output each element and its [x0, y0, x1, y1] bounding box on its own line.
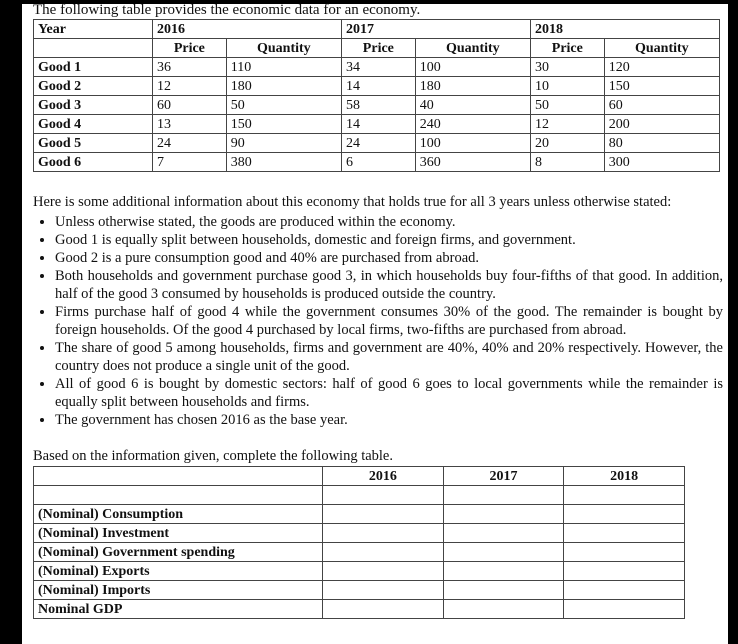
answer-cell [564, 600, 685, 619]
price-header: Price [341, 39, 415, 58]
list-item: • The government has chosen 2016 as the base year. [55, 411, 723, 429]
quantity-cell: 90 [226, 134, 341, 153]
answer-cell [323, 562, 444, 581]
list-item: • Good 2 is a pure consumption good and 40% are purchased from abroad. [55, 249, 723, 267]
quantity-cell: 200 [604, 115, 719, 134]
list-item: • Both households and government purchase good 3, in which households buy four-fifths of that good. In addition, half of the good 3 consumed by households is produced outside the country. [55, 267, 723, 303]
table-row [34, 562, 685, 581]
quantity-cell: 110 [226, 58, 341, 77]
quantity-cell: 80 [604, 134, 719, 153]
quantity-cell: 180 [415, 77, 530, 96]
price-cell: 34 [341, 58, 415, 77]
answer-cell [323, 600, 444, 619]
quantity-cell: 100 [415, 58, 530, 77]
quantity-cell: 380 [226, 153, 341, 172]
price-cell: 24 [341, 134, 415, 153]
gdp-year-header: 2017 [443, 467, 564, 486]
gdp-component-label: (Nominal) Investment [34, 524, 323, 543]
table-row [34, 77, 720, 96]
empty-cell [34, 39, 153, 58]
good-label: Good 6 [34, 153, 153, 172]
table-row [34, 543, 685, 562]
price-cell: 13 [153, 115, 227, 134]
gdp-component-label: (Nominal) Exports [34, 562, 323, 581]
table-row [34, 581, 685, 600]
right-border [728, 0, 738, 644]
assumptions-list [33, 213, 723, 429]
price-header: Price [530, 39, 604, 58]
answer-cell [564, 543, 685, 562]
empty-cell [34, 467, 323, 486]
answer-cell [323, 581, 444, 600]
gdp-table-body [34, 505, 685, 619]
answer-cell [443, 543, 564, 562]
quantity-header: Quantity [604, 39, 719, 58]
answer-cell [564, 562, 685, 581]
good-label: Good 4 [34, 115, 153, 134]
quantity-cell: 150 [226, 115, 341, 134]
price-cell: 6 [341, 153, 415, 172]
table-row [34, 600, 685, 619]
price-cell: 8 [530, 153, 604, 172]
table-row [34, 134, 720, 153]
empty-cell [443, 486, 564, 505]
table-row [34, 96, 720, 115]
quantity-header: Quantity [226, 39, 341, 58]
answer-cell [443, 581, 564, 600]
gdp-component-label: (Nominal) Government spending [34, 543, 323, 562]
price-cell: 20 [530, 134, 604, 153]
price-cell: 12 [530, 115, 604, 134]
table-row [34, 505, 685, 524]
year-header: 2016 [153, 20, 342, 39]
empty-cell [323, 486, 444, 505]
gdp-component-label: (Nominal) Imports [34, 581, 323, 600]
gdp-year-header: 2018 [564, 467, 685, 486]
price-header: Price [153, 39, 227, 58]
answer-cell [323, 543, 444, 562]
answer-cell [323, 505, 444, 524]
quantity-cell: 40 [415, 96, 530, 115]
quantity-cell: 150 [604, 77, 719, 96]
economic-data-table [33, 19, 720, 172]
price-cell: 30 [530, 58, 604, 77]
price-cell: 14 [341, 115, 415, 134]
answer-cell [564, 581, 685, 600]
quantity-cell: 120 [604, 58, 719, 77]
price-cell: 36 [153, 58, 227, 77]
empty-cell [564, 486, 685, 505]
year-header: 2018 [530, 20, 719, 39]
answer-cell [443, 505, 564, 524]
price-cell: 12 [153, 77, 227, 96]
quantity-cell: 100 [415, 134, 530, 153]
price-cell: 14 [341, 77, 415, 96]
document-content [33, 2, 723, 619]
gdp-component-label: (Nominal) Consumption [34, 505, 323, 524]
answer-cell [443, 600, 564, 619]
list-item: • The share of good 5 among households, firms and government are 40%, 40% and 20% respectively. However, the country does not produce a single unit of the good. [55, 339, 723, 375]
gdp-spacer-row [34, 486, 685, 505]
quantity-cell: 360 [415, 153, 530, 172]
list-item: • Good 1 is equally split between households, domestic and foreign firms, and government. [55, 231, 723, 249]
table-row [34, 115, 720, 134]
gdp-component-label: Nominal GDP [34, 600, 323, 619]
quantity-cell: 300 [604, 153, 719, 172]
year-label: Year [34, 20, 153, 39]
quantity-cell: 180 [226, 77, 341, 96]
list-item: • Firms purchase half of good 4 while the government consumes 30% of the good. The remainder is bought by foreign households. Of the good 4 purchased by local firms, two-fifths are purchased from abroad. [55, 303, 723, 339]
table-row [34, 58, 720, 77]
good-label: Good 2 [34, 77, 153, 96]
table-header-measures [34, 39, 720, 58]
gdp-year-header: 2016 [323, 467, 444, 486]
price-cell: 7 [153, 153, 227, 172]
gdp-header-row [34, 467, 685, 486]
price-cell: 60 [153, 96, 227, 115]
quantity-cell: 50 [226, 96, 341, 115]
list-item: • Unless otherwise stated, the goods are produced within the economy. [55, 213, 723, 231]
empty-cell [34, 486, 323, 505]
answer-cell [564, 505, 685, 524]
quantity-header: Quantity [415, 39, 530, 58]
answer-cell [443, 562, 564, 581]
price-cell: 50 [530, 96, 604, 115]
quantity-cell: 240 [415, 115, 530, 134]
table-header-years [34, 20, 720, 39]
price-cell: 58 [341, 96, 415, 115]
price-cell: 24 [153, 134, 227, 153]
list-item: • All of good 6 is bought by domestic sectors: half of good 6 goes to local governments while the remainder is equally split between households and firms. [55, 375, 723, 411]
quantity-cell: 60 [604, 96, 719, 115]
answer-cell [443, 524, 564, 543]
intro-text: The following table provides the economic data for an economy. [33, 2, 421, 18]
good-label: Good 5 [34, 134, 153, 153]
additional-info-text: Here is some additional information about this economy that holds true for all 3 years unless otherwise stated: [33, 194, 672, 210]
task-text: Based on the information given, complete the following table. [33, 448, 393, 464]
table-row [34, 524, 685, 543]
gdp-table [33, 466, 685, 619]
left-border [0, 0, 22, 644]
good-label: Good 1 [34, 58, 153, 77]
price-cell: 10 [530, 77, 604, 96]
year-header: 2017 [341, 20, 530, 39]
good-label: Good 3 [34, 96, 153, 115]
answer-cell [564, 524, 685, 543]
econ-table-body [34, 58, 720, 172]
table-row [34, 153, 720, 172]
answer-cell [323, 524, 444, 543]
